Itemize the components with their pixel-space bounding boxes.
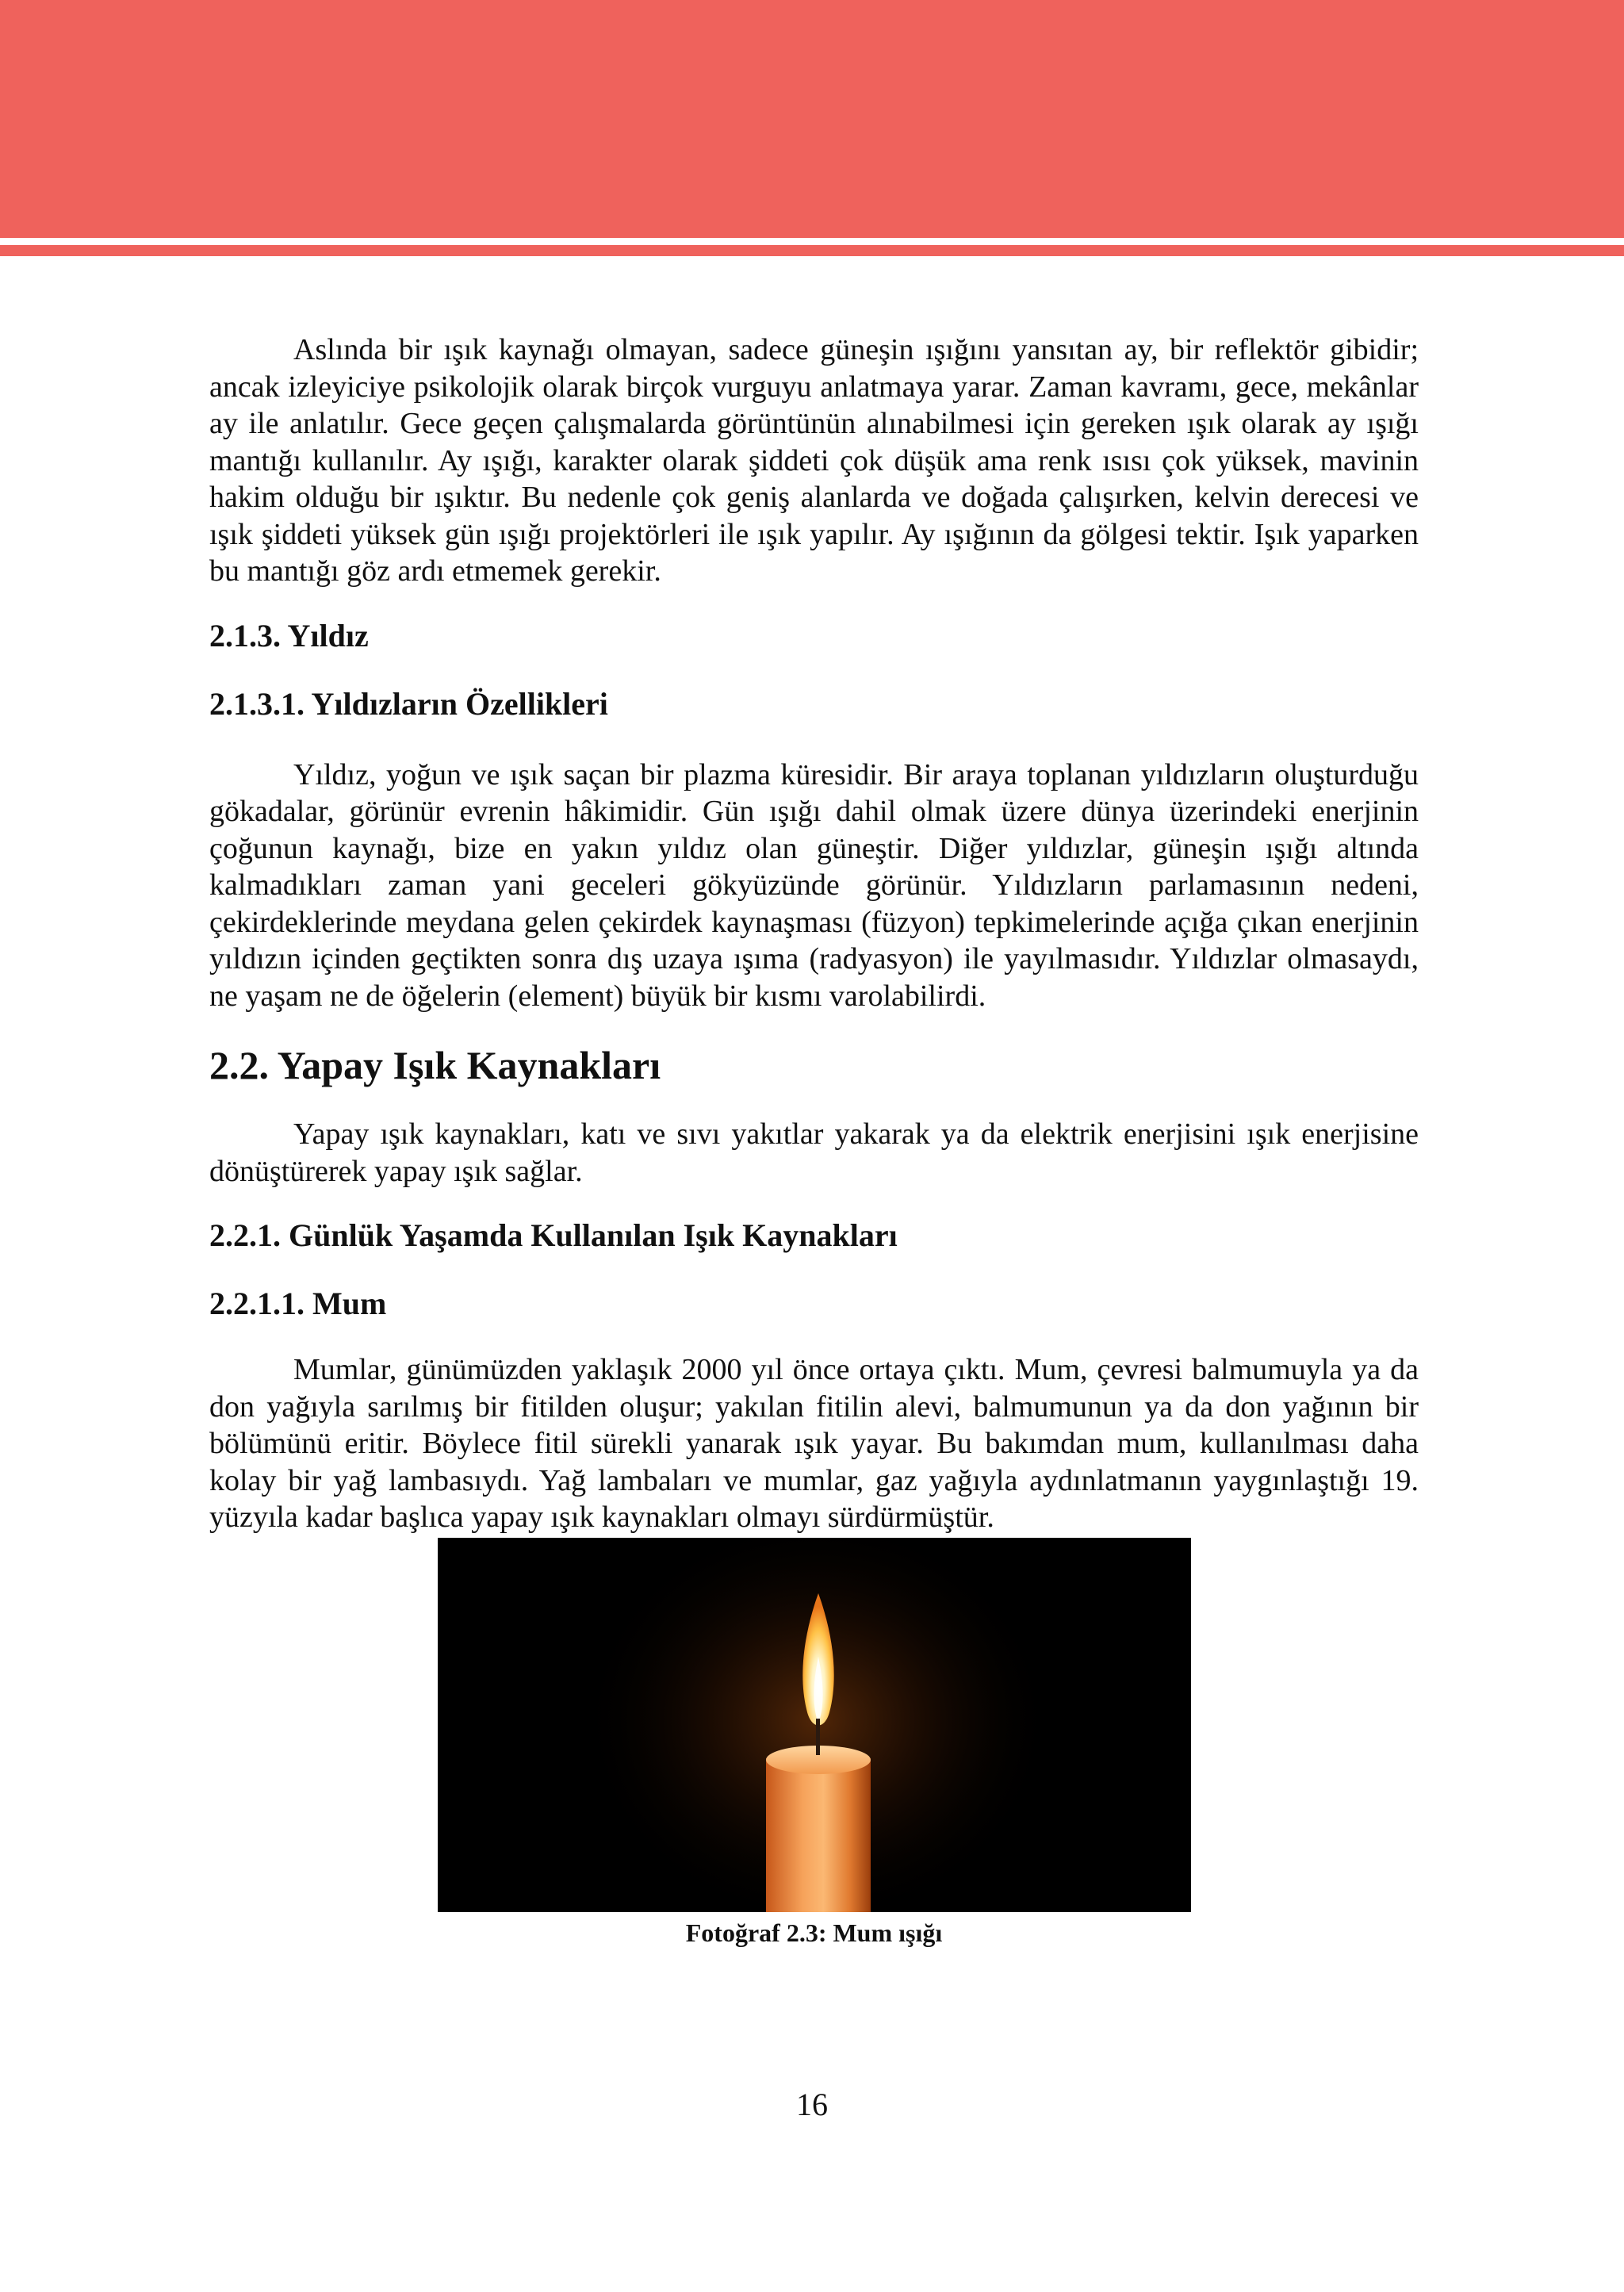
paragraph-moon: Aslında bir ışık kaynağı olmayan, sadece güneşin ışığını yansıtan ay, bir reflektör gibidir; ancak izleyiciye psikolojik olarak birçok vurguyu anlatmaya yarar. Zaman kavramı, gece, mekânlar ay ile anlatılır. Gece geçen çalışmalarda görüntünün alınabilmesi için gereken ışık olarak ay ışığı mantığı kullanılır. Ay ışığı, karakter olarak şiddeti çok düşük ama renk ısısı çok yüksek, mavinin hakim olduğu bir ışıktır. Bu nedenle çok geniş alanlarda ve doğada çalışırken, kelvin derecesi ve ışık şiddeti yüksek gün ışığı projektörleri ile ışık yapılır. Ay ışığının da gölgesi tektir. Işık yaparken bu mantığı göz ardı etmemek gerekir.: [209, 333, 1419, 588]
heading-2-2-1: 2.2.1. Günlük Yaşamda Kullanılan Işık Kaynakları: [209, 1217, 898, 1253]
header-band-main: [0, 0, 1624, 238]
candle-photo: [438, 1538, 1191, 1912]
candle-wick: [816, 1719, 820, 1755]
heading-2-2-1-1: 2.2.1.1. Mum: [209, 1286, 387, 1321]
heading-2-2: 2.2. Yapay Işık Kaynakları: [209, 1043, 661, 1087]
page-content: [209, 332, 1419, 1949]
paragraph-candle: Mumlar, günümüzden yaklaşık 2000 yıl önce ortaya çıktı. Mum, çevresi balmumuyla ya da don yağıyla sarılmış bir fitilden oluşur; yakılan fitilin alevi, balmumunun ya da don yağının bir bölümünü eritir. Böylece fitil sürekli yanarak ışık yayar. Bu bakımdan mum, kullanılması daha kolay bir yağ lambasıydı. Yağ lambaları ve mumlar, gaz yağıyla aydınlatmanın yaygınlaştığı 19. yüzyıla kadar başlıca yapay ışık kaynakları olmayı sürdürmüştür.: [209, 1353, 1419, 1534]
paragraph-artificial: Yapay ışık kaynakları, katı ve sıvı yakıtlar yakarak ya da elektrik enerjisini ışık enerjisine dönüştürerek yapay ışık sağlar.: [209, 1117, 1419, 1188]
heading-2-1-3: 2.1.3. Yıldız: [209, 617, 369, 653]
heading-2-1-3-1: 2.1.3.1. Yıldızların Özellikleri: [209, 685, 608, 722]
candle-body: [766, 1758, 871, 1912]
header-band: [0, 0, 1624, 238]
candle-illustration: [438, 1538, 1191, 1912]
header-band-gap: [0, 239, 1624, 245]
page-number: 16: [796, 2087, 828, 2122]
paragraph-star: Yıldız, yoğun ve ışık saçan bir plazma küresidir. Bir araya toplanan yıldızların oluşturduğu gökadalar, görünür evrenin hâkimidir. Gün ışığı dahil olmak üzere dünya üzerindeki enerjinin çoğunun kaynağı, bize en yakın yıldız olan güneştir. Diğer yıldızlar, güneşin ışığı altında kalmadıkları zaman yani geceleri gökyüzünde görünür. Yıldızların parlamasının nedeni, çekirdeklerinde meydana gelen çekirdek kaynaşması (füzyon) tepkimelerinde açığa çıkan enerjinin yıldızın içinden geçtikten sonra dış uzaya ışıma (radyasyon) ile yayılmasıdır. Yıldızlar olmasaydı, ne yaşam ne de öğelerin (element) büyük bir kısmı varolabilirdi.: [209, 757, 1419, 1013]
figure-caption: Fotoğraf 2.3: Mum ışığı: [685, 1918, 943, 1947]
header-band-stripe: [0, 245, 1624, 256]
